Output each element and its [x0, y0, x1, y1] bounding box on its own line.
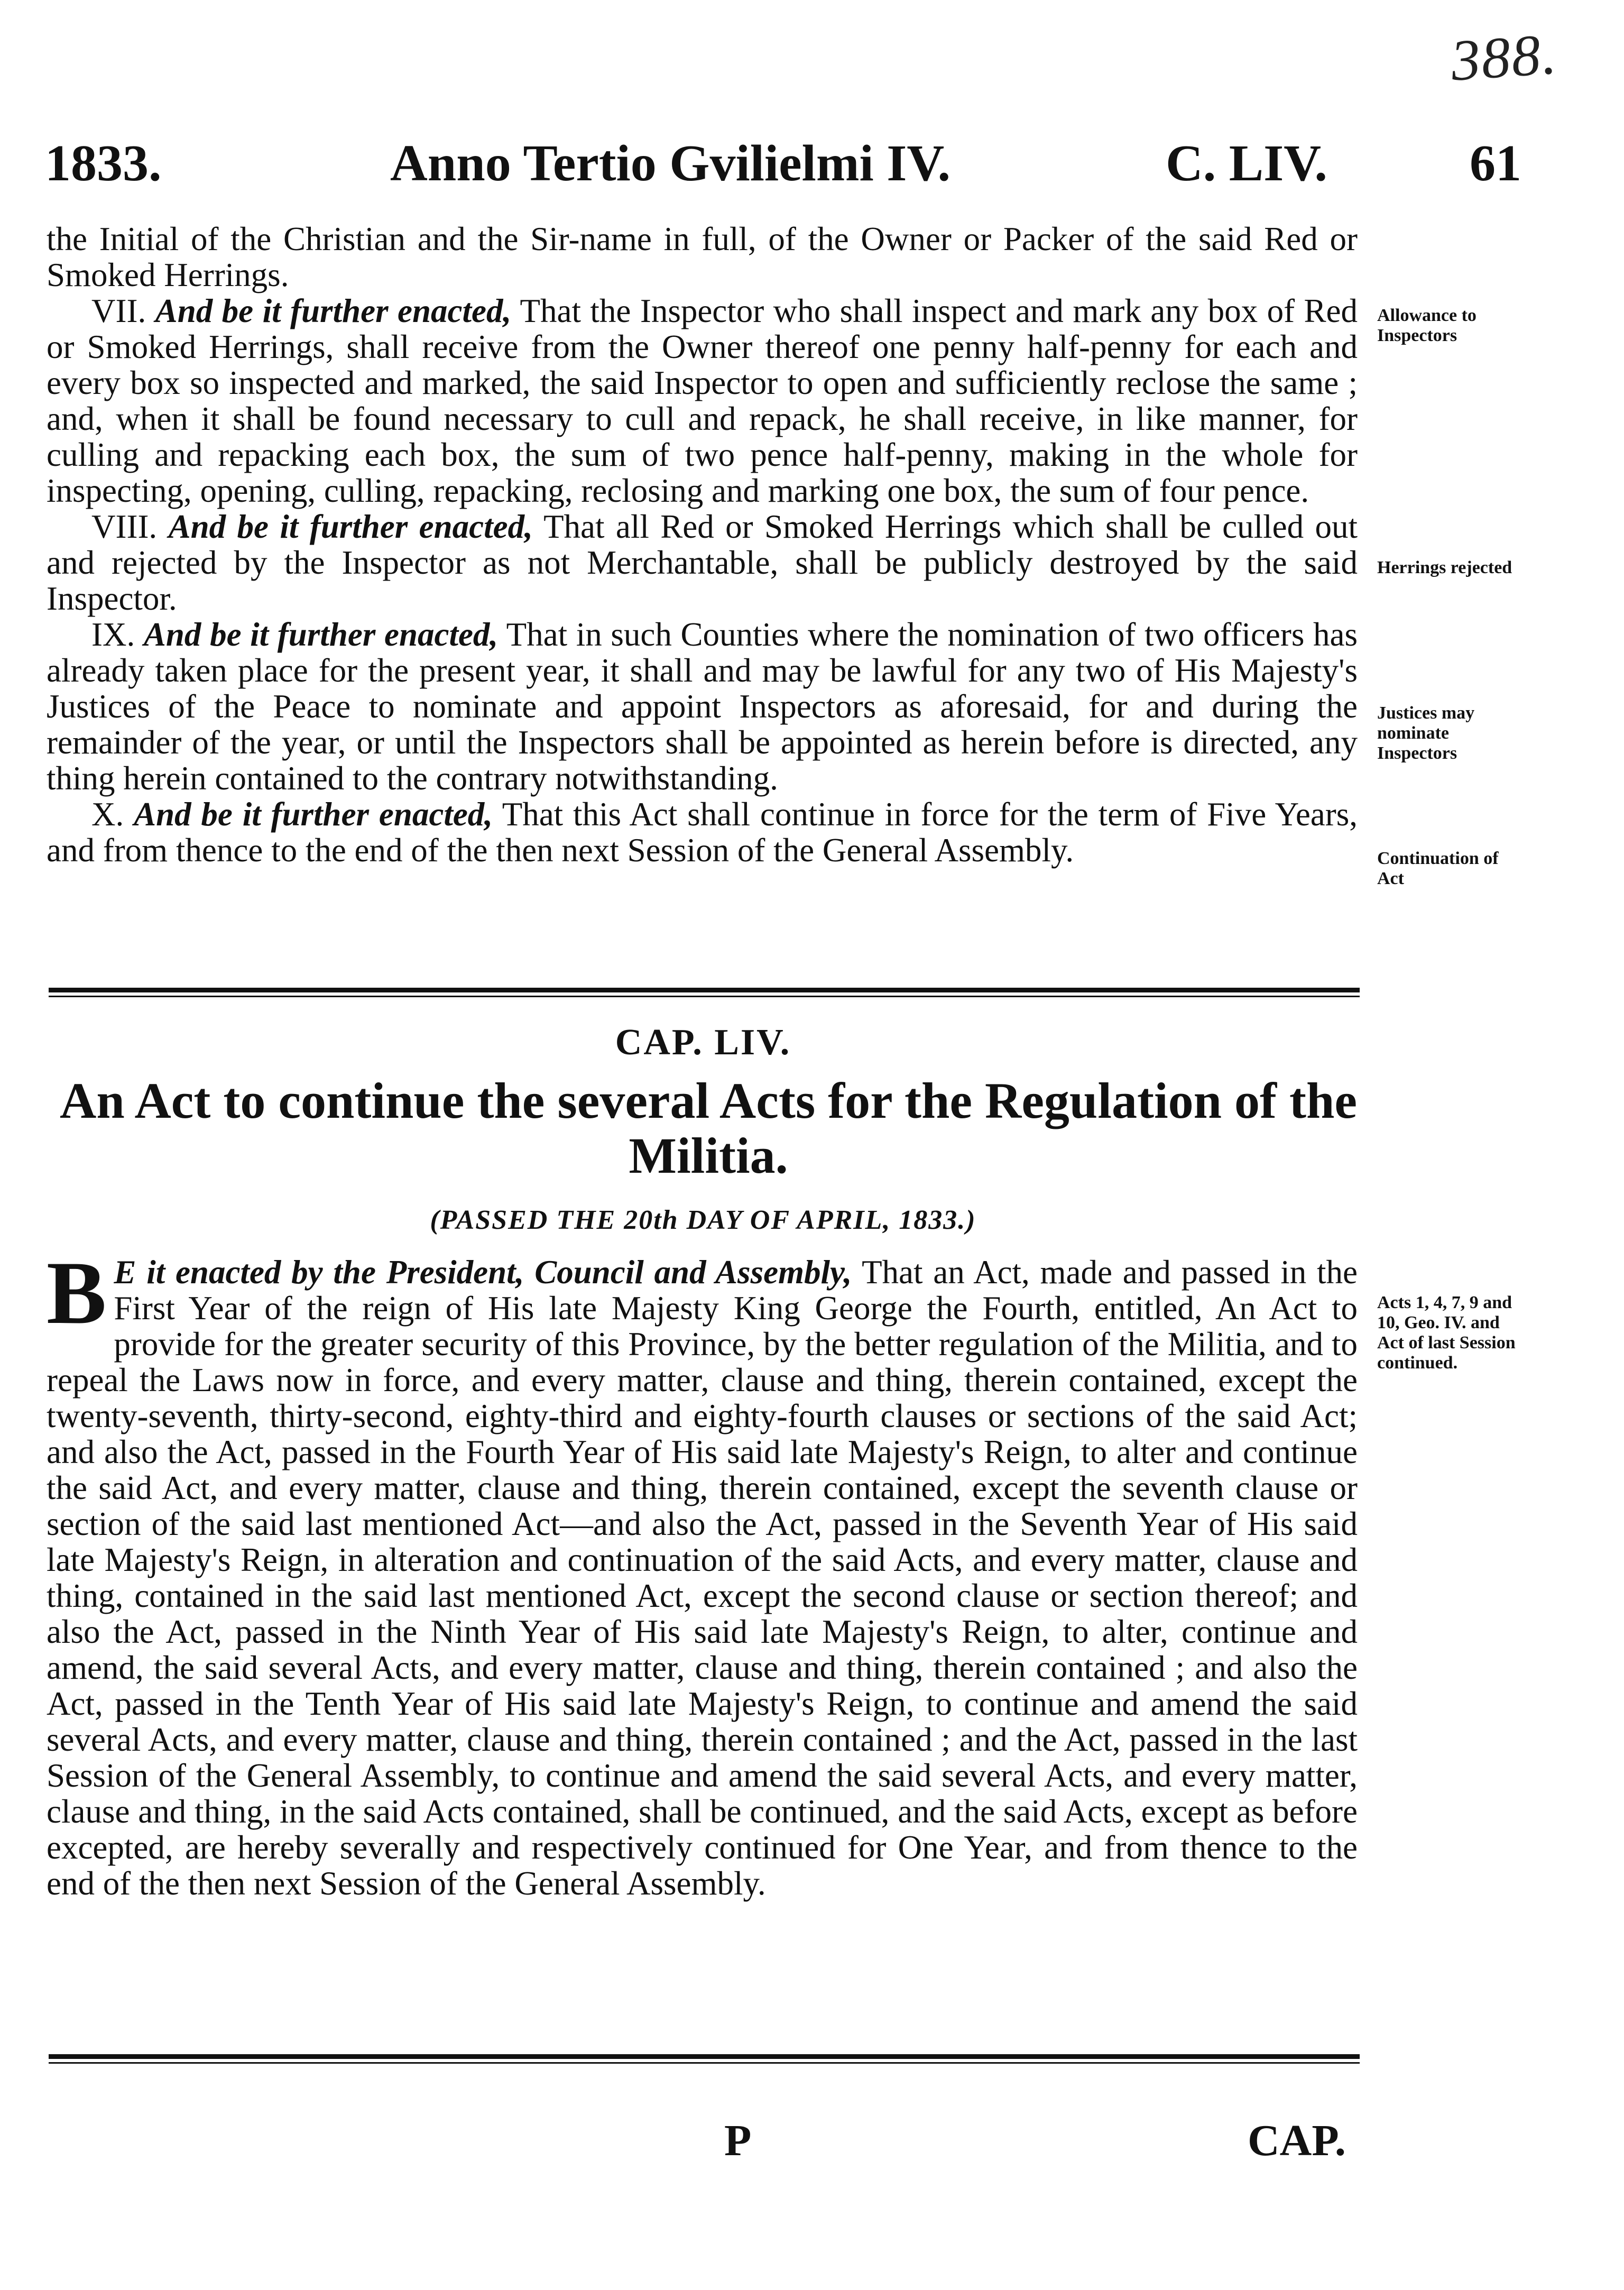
enacting-text-block — [47, 1243, 1358, 1902]
running-head-title: Anno Tertio Gvilielmi IV. — [390, 135, 951, 192]
enacting-formula: And be it further enacted, — [143, 616, 499, 653]
catchword: CAP. — [1248, 2116, 1346, 2165]
margin-note-acts-continued: Acts 1, 4, 7, 9 and 10, Geo. IV. and Act of last Session continued. — [1377, 1293, 1516, 1373]
signature-mark: P — [724, 2116, 752, 2165]
section-text: That all Red or Smoked Herrings which shall be culled out and rejected by the Inspector as not Merchantable, shall be publicly destroyed by the said Inspector. — [47, 508, 1358, 617]
enacting-paragraph — [47, 1243, 1358, 2005]
section-number: X. — [91, 796, 124, 833]
section-number: IX. — [91, 616, 135, 653]
margin-note-allowance: Allowance to Inspectors — [1377, 306, 1477, 345]
drop-cap: B — [47, 1243, 107, 1342]
section-x — [47, 796, 1358, 868]
section-text: That the Inspector who shall inspect and mark any box of Red or Smoked Herrings, shall receive from the Owner thereof one penny half-penny for each and every box so inspected and marked, the said Inspector to open and sufficiently reclose the same ; and, when it shall be found necessary to cull and repack, he shall receive, in like manner, for culling and repacking each box, the sum of two pence half-penny, making in the whole for inspecting, opening, culling, repacking, reclosing and marking one box, the sum of four pence. — [47, 292, 1358, 509]
section-text: That this Act shall continue in force for the term of Five Years, and from thence to the end of the then next Session of the General Assembly. — [47, 796, 1358, 869]
margin-note-justices: Justices may nominate Inspectors — [1377, 703, 1475, 763]
enacting-formula: E it enacted by the President, Council and Assembly, — [114, 1254, 852, 1291]
running-head-year: 1833. — [45, 135, 162, 192]
section-number: VII. — [91, 292, 146, 329]
end-rule — [49, 2054, 1360, 2064]
enacting-formula: And be it further enacted, — [168, 508, 533, 545]
continued-sections — [47, 221, 1358, 961]
section-divider-rule — [49, 988, 1360, 997]
section-ix — [47, 617, 1358, 796]
act-title: An Act to continue the several Acts for the Regulation of the Militia. — [60, 1072, 1357, 1184]
section-text: the Initial of the Christian and the Sir-name in full, of the Owner or Packer of the said Red or Smoked Herrings. — [47, 220, 1358, 293]
handwritten-folio-number: 388. — [1448, 21, 1560, 93]
section-vii — [47, 293, 1358, 509]
passed-date: (PASSED THE 20th DAY OF APRIL, 1833.) — [430, 1205, 976, 1235]
margin-note-herrings: Herrings rejected — [1377, 558, 1512, 577]
section-number: VIII. — [91, 508, 158, 545]
enacting-formula: And be it further enacted, — [134, 796, 493, 833]
section-text: That in such Counties where the nomination of two officers has already taken place for the present year, it shall and may be lawful for any two of His Majesty's Justices of the Peace to nominate and appoint Inspectors as aforesaid, for and during the remainder of the year, or until the Inspectors shall be appointed as herein before is directed, any thing herein contained to the contrary notwithstanding. — [47, 616, 1358, 797]
margin-note-continuation: Continuation of Act — [1377, 849, 1499, 888]
section-continuation — [47, 221, 1358, 293]
section-viii — [47, 509, 1358, 617]
page-number: 61 — [1470, 135, 1521, 192]
chapter-heading: CAP. LIV. — [615, 1022, 791, 1063]
running-head-chapter: C. LIV. — [1166, 135, 1327, 192]
enacting-text: That an Act, made and passed in the First Year of the reign of His late Majesty King George the Fourth, entitled, An Act to provide for the greater security of this Province, by the better regulation of the Militia, and to repeal the Laws now in force, and every matter, clause and thing, therein contained, except the twenty-seventh, thirty-second, eighty-third and eighty-fourth clauses or sections of the said Act; and also the Act, passed in the Fourth Year of His said late Majesty's Reign, to alter and continue the said Act, and every matter, clause and thing, therein contained, except the seventh clause or section of the said last mentioned Act—and also the Act, passed in the Seventh Year of His said late Majesty's Reign, in alteration and continuation of the said Acts, and every matter, clause and thing, contained in the said last mentioned Act, except the second clause or section thereof; and also the Act, passed in the Ninth Year of His said late Majesty's Reign, to alter, continue and amend, the said several Acts, and every matter, clause and thing, therein contained ; and also the Act, passed in the Tenth Year of His said late Majesty's Reign, to continue and amend the said several Acts, and every matter, clause and thing, therein contained ; and the Act, passed in the last Session of the General Assembly, to continue and amend the said several Acts, and every matter, clause and thing, in the said Acts contained, shall be continued, and the said Acts, except as before excepted, are hereby severally and respectively continued for One Year, and from thence to the end of the then next Session of the General Assembly. — [47, 1254, 1358, 1902]
enacting-formula: And be it further enacted, — [155, 292, 512, 329]
